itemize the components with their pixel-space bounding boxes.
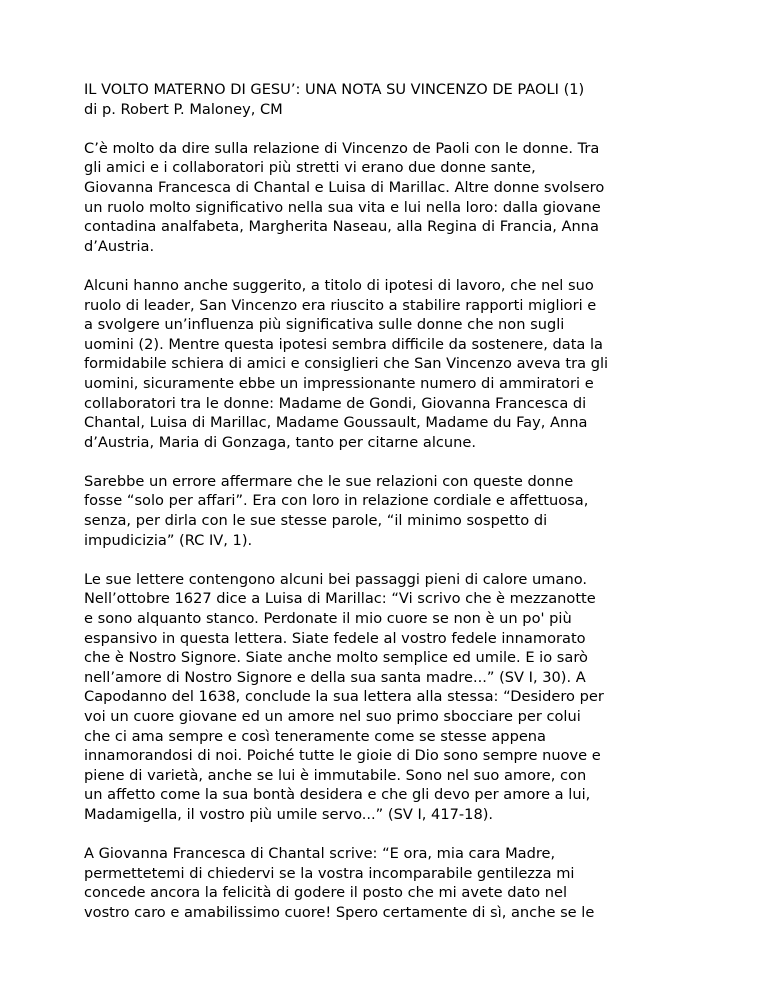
text-line: un ruolo molto significativo nella sua vita e lui nella loro: dalla giovane [84,198,601,216]
document-title: IL VOLTO MATERNO DI GESU’: UNA NOTA SU VINCENZO DE PAOLI (1) [84,81,585,98]
paragraph-1 [84,139,704,257]
text-line: che ci ama sempre e così teneramente come se stesse appena [84,727,547,745]
text-line: Madamigella, il vostro più umile servo...” (SV I, 417-18). [84,805,494,823]
text-line: vostro caro e amabilissimo cuore! Spero certamente di sì, anche se le [84,903,595,921]
text-line: nell’amore di Nostro Signore e della sua santa madre...” (SV I, 30). A [84,668,586,686]
text-line: che è Nostro Signore. Siate anche molto semplice ed umile. E io sarò [84,649,588,667]
text-line: fosse “solo per affari”. Era con loro in relazione cordiale e affettuosa, [84,492,589,510]
paragraph-2 [84,276,704,452]
text-line: contadina analfabeta, Margherita Naseau, alla Regina di Francia, Anna [84,218,599,236]
text-line: innamorandosi di noi. Poiché tutte le gioie di Dio sono sempre nuove e [84,747,601,765]
text-line: Giovanna Francesca di Chantal e Luisa di Marillac. Altre donne svolsero [84,178,605,196]
text-line: espansivo in questa lettera. Siate fedele al vostro fedele innamorato [84,629,586,647]
text-line: Alcuni hanno anche suggerito, a titolo di ipotesi di lavoro, che nel suo [84,276,594,294]
document-author: di p. Robert P. Maloney, CM [84,100,283,118]
text-line: permettetemi di chiedervi se la vostra incomparabile gentilezza mi [84,864,575,882]
text-line: impudicizia” (RC IV, 1). [84,531,253,549]
text-line: Le sue lettere contengono alcuni bei passaggi pieni di calore umano. [84,570,588,588]
text-line: A Giovanna Francesca di Chantal scrive: “E ora, mia cara Madre, [84,845,556,863]
text-line: piene di varietà, anche se lui è immutabile. Sono nel suo amore, con [84,766,587,784]
text-line: uomini (2). Mentre questa ipotesi sembra difficile da sostenere, data la [84,335,603,353]
text-line: concede ancora la felicità di godere il posto che mi avete dato nel [84,884,568,902]
text-line: un affetto come la sua bontà desidera e che gli devo per amore a lui, [84,786,591,804]
document-header [84,80,704,119]
text-line: voi un cuore giovane ed un amore nel suo primo sbocciare per colui [84,708,581,725]
text-line: C’è molto da dire sulla relazione di Vincenzo de Paoli con le donne. Tra [84,139,600,157]
text-line: collaboratori tra le donne: Madame de Gondi, Giovanna Francesca di [84,394,587,412]
text-line: ruolo di leader, San Vincenzo era riuscito a stabilire rapporti migliori e [84,296,597,314]
text-line: a svolgere un’influenza più significativa sulle donne che non sugli [84,316,565,334]
text-line: e sono alquanto stanco. Perdonate il mio cuore se non è un po' più [84,610,572,628]
text-line: Nell’ottobre 1627 dice a Luisa di Marillac: “Vi scrivo che è mezzanotte [84,590,596,608]
text-line: Chantal, Luisa di Marillac, Madame Goussault, Madame du Fay, Anna [84,414,588,432]
text-line: d’Austria. [84,237,155,255]
text-line: senza, per dirla con le sue stesse parole, “il minimo sospetto di [84,512,548,530]
document-page [84,80,704,942]
text-line: d’Austria, Maria di Gonzaga, tanto per citarne alcune. [84,433,477,451]
paragraph-5 [84,844,704,922]
text-line: gli amici e i collaboratori più stretti vi erano due donne sante, [84,159,536,177]
paragraph-3 [84,472,704,550]
text-line: uomini, sicuramente ebbe un impressionante numero di ammiratori e [84,374,594,392]
paragraph-4 [84,570,704,825]
text-line: Sarebbe un errore affermare che le sue relazioni con queste donne [84,472,574,490]
text-line: Capodanno del 1638, conclude la sua lettera alla stessa: “Desidero per [84,688,604,706]
text-line: formidabile schiera di amici e consiglieri che San Vincenzo aveva tra gli [84,355,609,373]
